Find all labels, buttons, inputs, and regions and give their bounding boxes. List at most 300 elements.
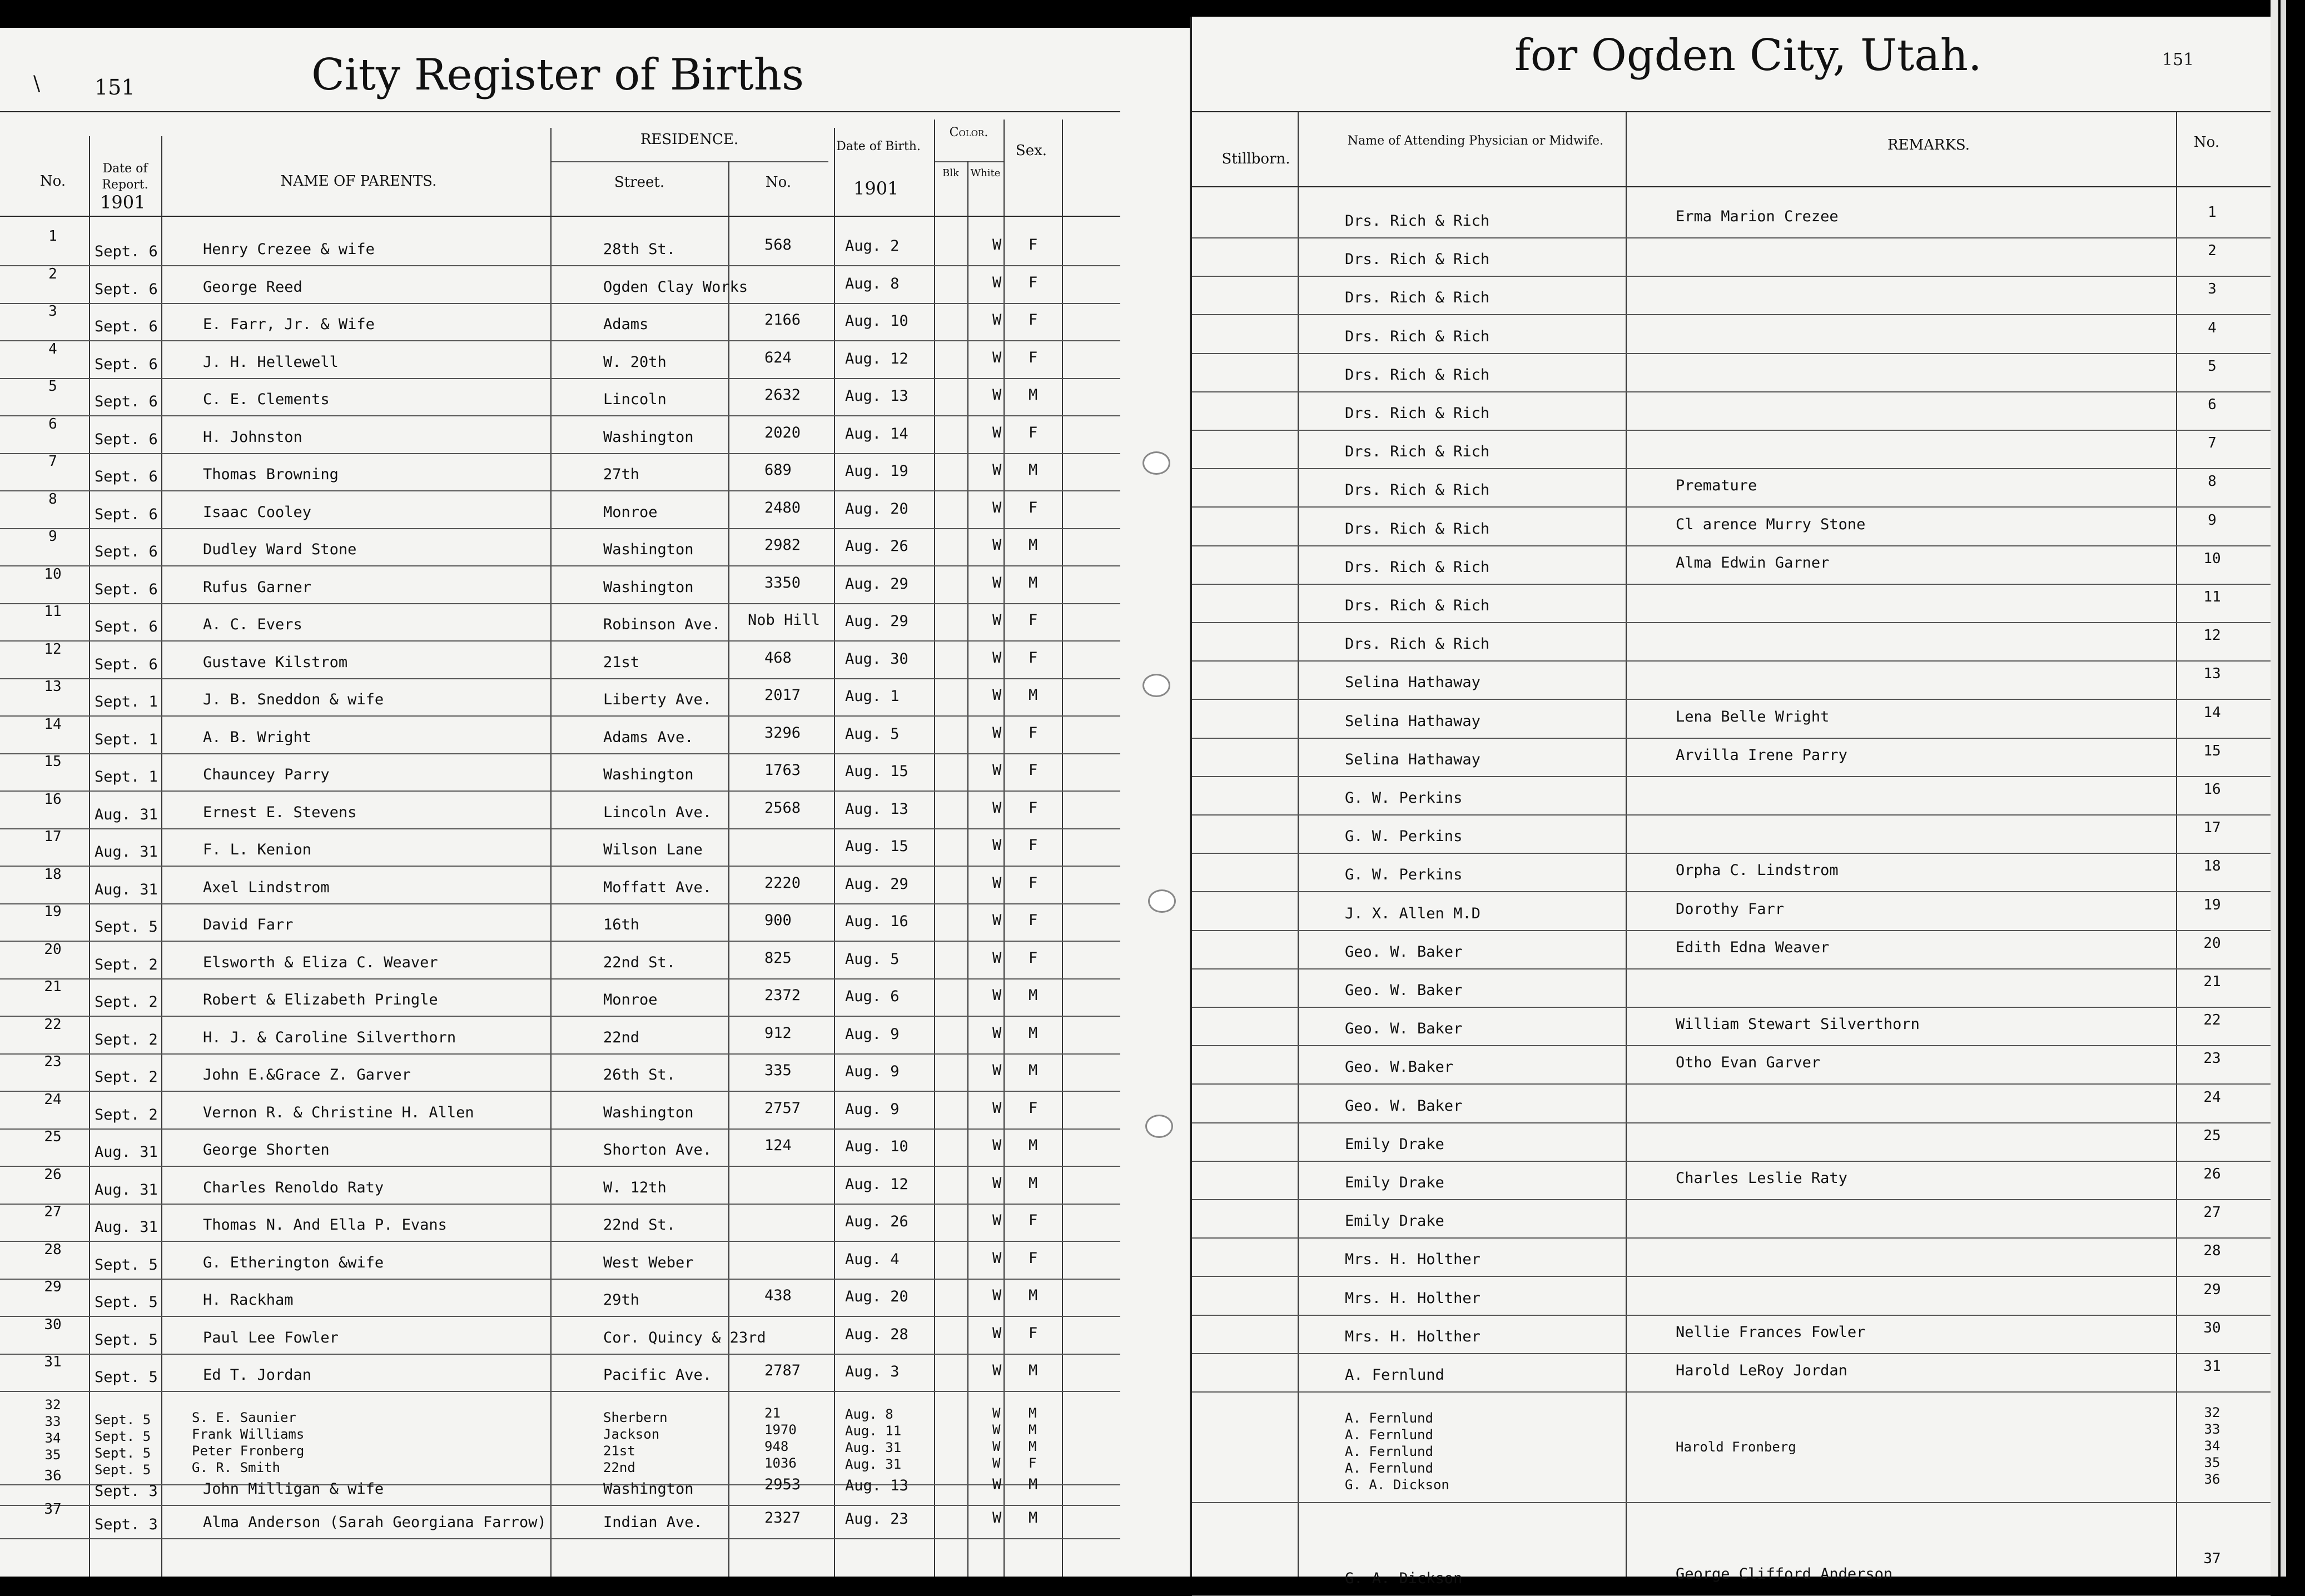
color-white: W xyxy=(992,349,1002,366)
attending-physician: Mrs. H. Holther xyxy=(1345,1327,1481,1345)
row-number: 9 xyxy=(48,528,57,545)
row-number: 22 xyxy=(2203,1012,2221,1029)
row-number: 2 xyxy=(48,265,57,282)
date-of-birth: Aug. 15 xyxy=(845,838,908,855)
row-number: 20 xyxy=(2203,934,2221,952)
row-number: 29 xyxy=(2203,1281,2221,1298)
sex: F xyxy=(1029,1455,1037,1471)
attending-physician: Drs. Rich & Rich xyxy=(1345,597,1490,614)
row-rule xyxy=(0,640,1120,642)
row-rule xyxy=(0,678,1120,679)
attending-physician: G. W. Perkins xyxy=(1345,866,1463,884)
row-number: 19 xyxy=(2203,896,2221,913)
date-of-report: Sept. 6 xyxy=(95,393,158,410)
row-number: 12 xyxy=(2203,627,2221,644)
date-of-report: Sept. 1 xyxy=(95,768,158,785)
sex: F xyxy=(1029,837,1038,854)
row-rule xyxy=(0,528,1120,529)
row-number: 10 xyxy=(2203,550,2221,567)
date-of-birth: Aug. 3 xyxy=(845,1363,900,1380)
street: Washington xyxy=(603,766,694,783)
row-rule xyxy=(0,1053,1120,1055)
attending-physician: G. W. Perkins xyxy=(1345,789,1463,807)
date-of-birth: Aug. 13 xyxy=(845,387,908,405)
row-rule xyxy=(1192,506,2271,508)
date-of-report: Sept. 6 xyxy=(95,355,158,373)
attending-physician: Geo. W. Baker xyxy=(1345,982,1463,999)
row-number: 7 xyxy=(2208,435,2217,452)
attending-physician: Geo. W. Baker xyxy=(1345,1020,1463,1038)
row-rule xyxy=(1192,814,2271,816)
row-number: 24 xyxy=(44,1091,62,1108)
street-number: 2166 xyxy=(764,311,801,329)
sex: M xyxy=(1029,1287,1038,1304)
parent-names: Robert & Elizabeth Pringle xyxy=(203,991,438,1008)
row-rule xyxy=(1192,1315,2271,1316)
attending-physician: Emily Drake xyxy=(1345,1212,1444,1230)
row-rule xyxy=(0,1128,1120,1130)
street-number: 689 xyxy=(764,461,792,479)
binder-hole xyxy=(1142,451,1170,475)
date-of-report: Sept. 6 xyxy=(95,280,158,298)
row-number: 35 xyxy=(2204,1455,2220,1471)
sex: F xyxy=(1029,949,1038,967)
street: Sherbern xyxy=(603,1409,668,1425)
date-of-birth: Aug. 10 xyxy=(845,1138,908,1155)
row-rule xyxy=(0,340,1120,341)
street-number: 2787 xyxy=(764,1362,801,1379)
street: Ogden Clay Works xyxy=(603,278,748,296)
date-of-report: Sept. 1 xyxy=(95,730,158,748)
attending-physician: Drs. Rich & Rich xyxy=(1345,212,1490,230)
street: 22nd xyxy=(603,1028,640,1046)
row-rule xyxy=(1192,430,2271,431)
col-header-date-of-birth: Date of Birth. xyxy=(836,140,921,153)
date-of-birth: Aug. 30 xyxy=(845,650,908,668)
date-of-report: Sept. 6 xyxy=(95,430,158,448)
remarks: Orpha C. Lindstrom xyxy=(1676,862,1839,879)
attending-physician: Geo. W. Baker xyxy=(1345,1097,1463,1115)
col-header-date-of-report: Date of Report. xyxy=(102,162,148,192)
color-white: W xyxy=(992,724,1002,742)
street: Shorton Ave. xyxy=(603,1141,712,1159)
date-of-birth: Aug. 1 xyxy=(845,688,900,705)
date-of-birth: Aug. 28 xyxy=(845,1325,908,1343)
row-number: 7 xyxy=(48,453,57,470)
row-number: 17 xyxy=(2203,819,2221,837)
street-number: 438 xyxy=(764,1287,792,1304)
color-white: W xyxy=(992,1249,1002,1267)
row-rule xyxy=(0,415,1120,416)
street: 28th St. xyxy=(603,241,676,258)
row-number: 10 xyxy=(44,565,62,583)
date-of-birth: Aug. 5 xyxy=(845,725,900,743)
date-of-report: Sept. 5 xyxy=(95,1445,151,1461)
date-of-birth: Aug. 13 xyxy=(845,800,908,818)
parent-names: George Shorten xyxy=(203,1141,330,1159)
color-white: W xyxy=(992,799,1002,817)
parent-names: A. B. Wright xyxy=(203,728,312,746)
row-number: 8 xyxy=(2208,473,2217,490)
row-rule xyxy=(1192,237,2271,238)
date-of-birth: Aug. 31 xyxy=(845,1439,902,1455)
row-rule xyxy=(0,828,1120,829)
street-number: 568 xyxy=(764,236,792,253)
parent-names: Chauncey Parry xyxy=(203,766,330,783)
street: W. 20th xyxy=(603,353,667,371)
parent-names: Frank Williams xyxy=(192,1426,305,1442)
color-white: W xyxy=(992,1174,1002,1192)
color-white: W xyxy=(992,311,1002,329)
parent-names: Rufus Garner xyxy=(203,578,312,596)
street: Pacific Ave. xyxy=(603,1366,712,1384)
row-number: 16 xyxy=(44,790,62,808)
row-rule xyxy=(0,978,1120,980)
attending-physician: Emily Drake xyxy=(1345,1135,1444,1153)
row-rule xyxy=(1192,1353,2271,1354)
attending-physician: Geo. W.Baker xyxy=(1345,1058,1454,1076)
attending-physician: Emily Drake xyxy=(1345,1174,1444,1191)
row-rule xyxy=(1192,1391,2271,1393)
color-white: W xyxy=(992,1455,1001,1471)
date-of-report: Sept. 2 xyxy=(95,1031,158,1048)
attending-physician: Drs. Rich & Rich xyxy=(1345,327,1490,345)
parent-names: Charles Renoldo Raty xyxy=(203,1179,384,1196)
parent-names: John E.&Grace Z. Garver xyxy=(203,1066,411,1083)
parent-names: H. J. & Caroline Silverthorn xyxy=(203,1028,456,1046)
col-header-no-right: No. xyxy=(2193,134,2220,151)
sex: F xyxy=(1029,274,1038,291)
row-number: 22 xyxy=(44,1016,62,1033)
remarks: William Stewart Silverthorn xyxy=(1676,1016,1920,1033)
street: Washington xyxy=(603,578,694,596)
date-of-birth: Aug. 13 xyxy=(845,1476,908,1494)
street-number: 2568 xyxy=(764,799,801,817)
color-white: W xyxy=(992,1438,1001,1454)
sex: F xyxy=(1029,649,1038,667)
row-number: 18 xyxy=(2203,858,2221,875)
remarks: Nellie Frances Fowler xyxy=(1676,1323,1866,1341)
parent-names: G. Etherington &wife xyxy=(203,1254,384,1271)
col-header-residence: RESIDENCE. xyxy=(640,131,739,148)
parent-names: S. E. Saunier xyxy=(192,1409,296,1425)
attending-physician: G. W. Perkins xyxy=(1345,828,1463,846)
right-register-page xyxy=(1190,17,2271,1587)
attending-physician: G. A. Dickson xyxy=(1345,1477,1449,1493)
date-of-birth: Aug. 8 xyxy=(845,1406,893,1422)
row-number: 21 xyxy=(44,978,62,995)
date-of-report: Sept. 2 xyxy=(95,1068,158,1086)
row-rule xyxy=(0,1538,1120,1539)
street-number: 335 xyxy=(764,1062,792,1079)
street: Adams xyxy=(603,316,649,333)
date-of-report: Sept. 6 xyxy=(95,318,158,335)
row-rule xyxy=(1192,1007,2271,1008)
col-header-street-no: No. xyxy=(765,174,792,191)
date-of-report: Sept. 2 xyxy=(95,993,158,1011)
street: 22nd St. xyxy=(603,1216,676,1234)
date-of-report: Sept. 5 xyxy=(95,1411,151,1428)
parent-names: E. Farr, Jr. & Wife xyxy=(203,316,375,333)
street: Monroe xyxy=(603,503,658,521)
remarks: Cl arence Murry Stone xyxy=(1676,515,1866,533)
row-rule xyxy=(0,1241,1120,1242)
sex: F xyxy=(1029,311,1038,329)
street: Indian Ave. xyxy=(603,1514,703,1531)
row-rule xyxy=(1192,1083,2271,1085)
row-number: 34 xyxy=(44,1430,61,1446)
row-rule xyxy=(1192,622,2271,623)
color-white: W xyxy=(992,987,1002,1004)
right-page-number: 151 xyxy=(2162,50,2194,69)
sex: F xyxy=(1029,762,1038,779)
date-of-report: Sept. 2 xyxy=(95,956,158,973)
remarks: Charles Leslie Raty xyxy=(1676,1170,1847,1187)
color-white: W xyxy=(992,499,1002,516)
date-of-birth: Aug. 9 xyxy=(845,1063,900,1080)
street-number: 948 xyxy=(764,1438,789,1454)
sex: F xyxy=(1029,724,1038,742)
color-white: W xyxy=(992,1475,1002,1493)
row-number: 15 xyxy=(44,753,62,770)
date-of-birth: Aug. 14 xyxy=(845,425,908,442)
row-rule xyxy=(0,1279,1120,1280)
attending-physician: Mrs. H. Holther xyxy=(1345,1251,1481,1269)
left-register-page xyxy=(0,28,1190,1577)
row-number: 25 xyxy=(44,1128,62,1145)
row-number: 31 xyxy=(2203,1358,2221,1375)
street-number: 624 xyxy=(764,349,792,366)
row-rule xyxy=(0,378,1120,379)
street: Moffatt Ave. xyxy=(603,878,712,896)
row-rule xyxy=(0,453,1120,454)
row-number: 27 xyxy=(2203,1204,2221,1221)
row-number: 19 xyxy=(44,903,62,920)
street: W. 12th xyxy=(603,1179,667,1196)
attending-physician: Drs. Rich & Rich xyxy=(1345,251,1490,269)
street-number: 468 xyxy=(764,649,792,667)
date-of-birth: Aug. 6 xyxy=(845,988,900,1005)
col-header-physician: Name of Attending Physician or Midwife. xyxy=(1347,134,1604,148)
date-of-report: Sept. 5 xyxy=(95,918,158,936)
attending-physician: Drs. Rich & Rich xyxy=(1345,635,1490,653)
col-header-stillborn: Stillborn. xyxy=(1221,151,1290,167)
date-of-birth: Aug. 16 xyxy=(845,913,908,930)
parent-names: Paul Lee Fowler xyxy=(203,1329,339,1346)
date-of-birth: Aug. 10 xyxy=(845,312,908,330)
row-number: 15 xyxy=(2203,742,2221,759)
date-of-birth: Aug. 29 xyxy=(845,613,908,630)
street: 16th xyxy=(603,916,640,933)
parent-names: Thomas N. And Ella P. Evans xyxy=(203,1216,447,1234)
color-white: W xyxy=(992,1099,1002,1117)
sex: M xyxy=(1029,1405,1037,1421)
col-header-name-of-parents: NAME OF PARENTS. xyxy=(280,173,437,190)
row-rule xyxy=(0,1354,1120,1355)
date-of-report: Sept. 5 xyxy=(95,1428,151,1444)
row-rule xyxy=(1192,853,2271,854)
parent-names: Alma Anderson (Sarah Georgiana Farrow) xyxy=(203,1514,547,1531)
date-of-report: Sept. 6 xyxy=(95,468,158,485)
date-of-birth: Aug. 11 xyxy=(845,1423,902,1439)
remarks: George Clifford Anderson xyxy=(1676,1565,1893,1583)
row-number: 31 xyxy=(44,1354,62,1370)
date-of-birth: Aug. 31 xyxy=(845,1456,902,1472)
row-number: 14 xyxy=(44,715,62,733)
row-number: 25 xyxy=(2203,1127,2221,1144)
sex: F xyxy=(1029,1249,1038,1267)
street: Washington xyxy=(603,428,694,446)
date-of-report: Sept. 5 xyxy=(95,1331,158,1349)
row-rule xyxy=(0,1505,1120,1506)
sex: M xyxy=(1029,461,1038,479)
attending-physician: J. X. Allen M.D xyxy=(1345,904,1481,922)
attending-physician: A. Fernlund xyxy=(1345,1410,1433,1426)
margin-mark: \ xyxy=(33,72,41,95)
row-rule xyxy=(1192,891,2271,892)
color-white: W xyxy=(992,236,1002,253)
remarks: Arvilla Irene Parry xyxy=(1676,746,1847,764)
page-edge xyxy=(2281,0,2286,1577)
row-rule xyxy=(1192,276,2271,277)
parent-names: Gustave Kilstrom xyxy=(203,653,348,671)
binder-hole xyxy=(1142,674,1170,697)
sex: F xyxy=(1029,349,1038,366)
parent-names: John Milligan & wife xyxy=(203,1480,384,1498)
remarks: Harold LeRoy Jordan xyxy=(1676,1362,1847,1379)
color-white: W xyxy=(992,1324,1002,1342)
row-rule xyxy=(0,1391,1120,1392)
date-of-birth: Aug. 29 xyxy=(845,575,908,593)
date-of-birth: Aug. 9 xyxy=(845,1025,900,1043)
date-of-report: Aug. 31 xyxy=(95,881,158,898)
date-of-birth: Aug. 2 xyxy=(845,237,900,255)
street-number: 825 xyxy=(764,949,792,967)
street-number: 2953 xyxy=(764,1475,801,1493)
row-rule xyxy=(0,1166,1120,1167)
attending-physician: Drs. Rich & Rich xyxy=(1345,405,1490,422)
street-number: 3350 xyxy=(764,574,801,591)
color-white: W xyxy=(992,874,1002,892)
row-number: 18 xyxy=(44,866,62,883)
parent-names: David Farr xyxy=(203,916,294,933)
date-of-birth: Aug. 4 xyxy=(845,1250,900,1268)
street-number: 1036 xyxy=(764,1455,797,1471)
row-rule xyxy=(1192,776,2271,777)
street-number: 3296 xyxy=(764,724,801,742)
street-number: 2372 xyxy=(764,987,801,1004)
color-white: W xyxy=(992,949,1002,967)
binder-hole xyxy=(1148,889,1176,913)
street: Cor. Quincy & 23rd xyxy=(603,1329,766,1346)
row-number: 26 xyxy=(44,1166,62,1183)
date-of-report: Sept. 6 xyxy=(95,655,158,673)
street-number: 900 xyxy=(764,912,792,929)
street: Washington xyxy=(603,1480,694,1498)
report-year: 1901 xyxy=(100,192,146,213)
parent-names: Axel Lindstrom xyxy=(203,878,330,896)
row-number: 34 xyxy=(2204,1438,2220,1454)
row-rule xyxy=(0,866,1120,867)
col-header-blk: Blk xyxy=(942,167,959,179)
remarks: Alma Edwin Garner xyxy=(1676,554,1830,571)
sex: M xyxy=(1029,1174,1038,1192)
row-rule xyxy=(0,1484,1120,1485)
row-rule xyxy=(1192,1161,2271,1162)
date-of-birth: Aug. 12 xyxy=(845,1175,908,1193)
row-number: 9 xyxy=(2208,511,2217,529)
street-number: 2480 xyxy=(764,499,801,516)
street: Washington xyxy=(603,541,694,558)
row-rule xyxy=(1192,1237,2271,1239)
date-of-report: Sept. 3 xyxy=(95,1482,158,1500)
remarks: Otho Evan Garver xyxy=(1676,1054,1821,1072)
row-number: 33 xyxy=(2204,1421,2220,1438)
street-number: 2220 xyxy=(764,874,801,892)
color-white: W xyxy=(992,837,1002,854)
date-of-birth: Aug. 12 xyxy=(845,350,908,367)
street-number: Nob Hill xyxy=(748,611,821,629)
row-number: 35 xyxy=(44,1446,61,1463)
sex: F xyxy=(1029,874,1038,892)
row-number: 37 xyxy=(2203,1550,2221,1567)
date-of-report: Sept. 5 xyxy=(95,1369,158,1386)
row-number: 1 xyxy=(2208,204,2217,221)
color-white: W xyxy=(992,1405,1001,1421)
date-of-birth: Aug. 23 xyxy=(845,1510,908,1528)
row-number: 20 xyxy=(44,941,62,958)
date-of-birth: Aug. 5 xyxy=(845,950,900,968)
row-rule xyxy=(0,790,1120,792)
row-number: 6 xyxy=(2208,396,2217,413)
street-number: 1970 xyxy=(764,1421,797,1438)
date-of-birth: Aug. 9 xyxy=(845,1100,900,1118)
date-of-birth: Aug. 26 xyxy=(845,538,908,555)
sex: M xyxy=(1029,1438,1037,1454)
street: 29th xyxy=(603,1291,640,1309)
row-number: 26 xyxy=(2203,1166,2221,1182)
date-of-birth: Aug. 29 xyxy=(845,875,908,893)
row-number: 11 xyxy=(2203,589,2221,605)
row-number: 28 xyxy=(2203,1242,2221,1260)
birth-year: 1901 xyxy=(853,178,899,199)
row-number: 13 xyxy=(44,678,62,695)
attending-physician: Drs. Rich & Rich xyxy=(1345,520,1490,538)
attending-physician: A. Fernlund xyxy=(1345,1366,1444,1384)
street: West Weber xyxy=(603,1254,694,1271)
color-white: W xyxy=(992,386,1002,404)
row-rule xyxy=(0,490,1120,491)
color-white: W xyxy=(992,912,1002,929)
parent-names: Elsworth & Eliza C. Weaver xyxy=(203,953,438,971)
street: 21st xyxy=(603,1443,635,1459)
row-rule xyxy=(1192,1045,2271,1046)
street-number: 2020 xyxy=(764,424,801,441)
street: 22nd St. xyxy=(603,953,676,971)
date-of-report: Sept. 5 xyxy=(95,1256,158,1274)
street-number: 2632 xyxy=(764,386,801,404)
row-rule xyxy=(1192,545,2271,546)
row-number: 3 xyxy=(2208,281,2217,298)
sex: M xyxy=(1029,1362,1038,1379)
sex: F xyxy=(1029,499,1038,516)
parent-names: H. Johnston xyxy=(203,428,302,446)
color-white: W xyxy=(992,1287,1002,1304)
row-number: 23 xyxy=(44,1053,62,1070)
sex: F xyxy=(1029,799,1038,817)
attending-physician: Selina Hathaway xyxy=(1345,750,1481,768)
row-rule xyxy=(1192,930,2271,931)
